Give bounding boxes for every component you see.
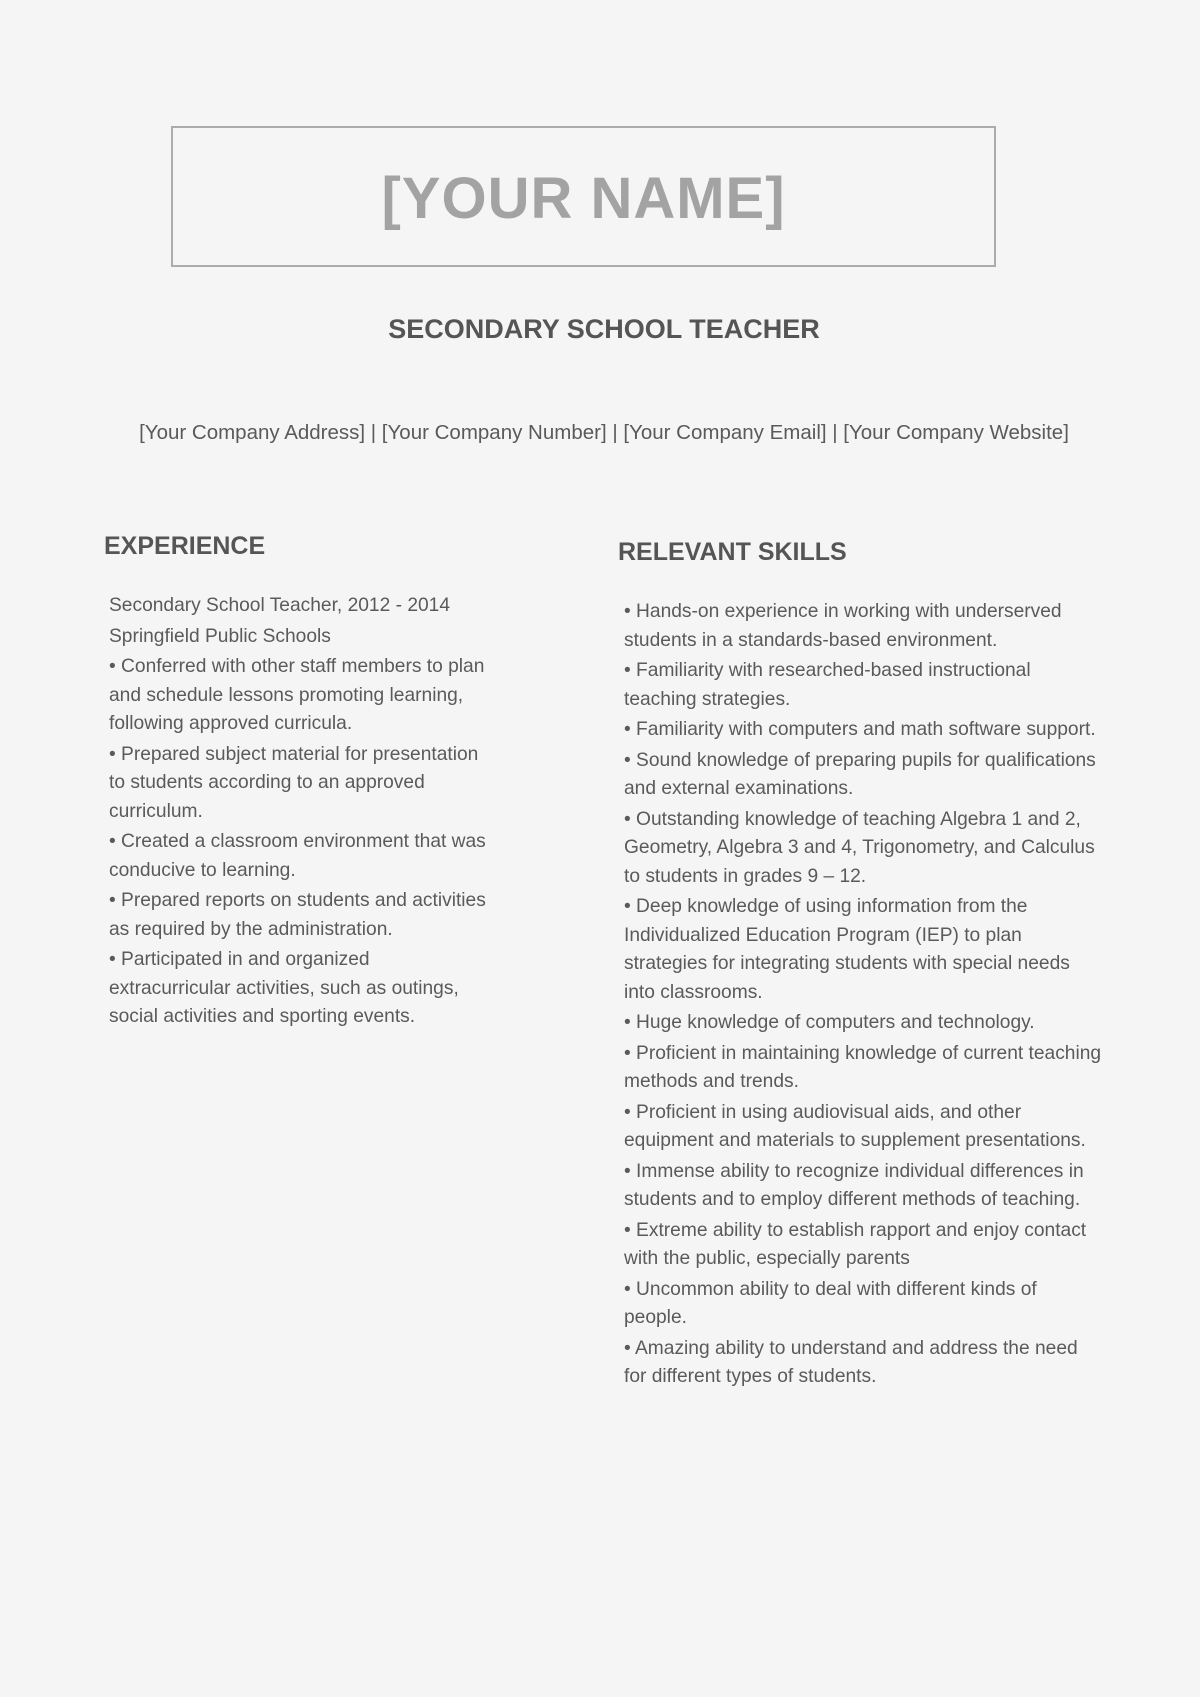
skills-section [624, 598, 1104, 1394]
skill-item: • Hands-on experience in working with underserved students in a standards-based environment. [624, 601, 1062, 651]
experience-item: • Prepared reports on students and activities as required by the administration. [109, 890, 486, 940]
skill-item: • Immense ability to recognize individual differences in students and to employ different methods of teaching. [624, 1160, 1084, 1210]
skill-item: • Proficient in using audiovisual aids, and other equipment and materials to supplement presentations. [624, 1101, 1086, 1151]
experience-item: • Conferred with other staff members to plan and schedule lessons promoting learning, following approved curricula. [109, 656, 485, 734]
skill-item: • Extreme ability to establish rapport and enjoy contact with the public, especially parents [624, 1219, 1087, 1269]
skills-list [624, 598, 1104, 1392]
skill-item: • Familiarity with researched-based instructional teaching strategies. [624, 660, 1031, 710]
skill-item: • Outstanding knowledge of teaching Algebra 1 and 2, Geometry, Algebra 3 and 4, Trigonometry, and Calculus to students in grades 9 – 12. [624, 808, 1095, 887]
experience-section [109, 592, 489, 1034]
skill-item: • Proficient in maintaining knowledge of current teaching methods and trends. [624, 1042, 1102, 1092]
experience-organization: Springfield Public Schools [109, 625, 331, 647]
experience-item: • Prepared subject material for presentation to students according to an approved curriculum. [109, 743, 479, 822]
skill-item: • Uncommon ability to deal with different kinds of people. [624, 1278, 1037, 1328]
job-title: SECONDARY SCHOOL TEACHER [388, 314, 820, 344]
name-box [171, 126, 996, 267]
skill-item: • Sound knowledge of preparing pupils for qualifications and external examinations. [624, 749, 1096, 799]
experience-list [109, 653, 489, 1032]
skill-item: • Deep knowledge of using information from the Individualized Education Program (IEP) to plan strategies for integrating students with special needs into classrooms. [624, 896, 1070, 1003]
experience-heading: EXPERIENCE [104, 532, 266, 560]
experience-item: • Created a classroom environment that was conducive to learning. [109, 831, 486, 881]
skill-item: • Huge knowledge of computers and technology. [624, 1012, 1035, 1033]
candidate-name: [YOUR NAME] [381, 166, 786, 231]
experience-role: Secondary School Teacher, 2012 - 2014 [109, 595, 450, 616]
contact-info: [Your Company Address] | [Your Company Number] | [Your Company Email] | [Your Company Website] [139, 421, 1069, 444]
skills-heading: RELEVANT SKILLS [618, 538, 847, 566]
skill-item: • Amazing ability to understand and address the need for different types of students. [624, 1337, 1078, 1387]
experience-item: • Participated in and organized extracurricular activities, such as outings, social activities and sporting events. [109, 949, 459, 1027]
skill-item: • Familiarity with computers and math software support. [624, 719, 1096, 740]
